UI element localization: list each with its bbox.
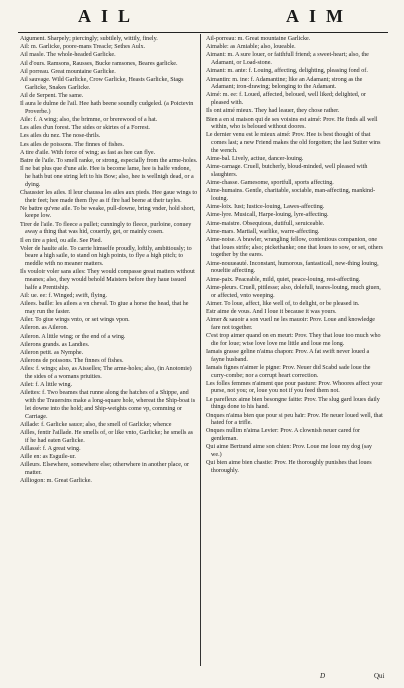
dictionary-entry: Il en tire a pied, ou aile. See Pied. xyxy=(20,237,103,244)
dictionary-entry: A tire d'aile. With force of wing; as fast as hee can flye. xyxy=(20,149,156,156)
dictionary-entry: Ailerons grands. as Landies. xyxy=(20,341,90,348)
dictionary-entry: Aillade: f. Garlicke sauce; also, the smell of Garlicke; whence xyxy=(20,421,172,428)
dictionary-entry: Ail: ue. ee: f. Winged; swift, flying. xyxy=(20,293,107,299)
dictionary-entry: Aime-carnage. Cruell, butcherly, bloud-minded, well pleased with slaughters. xyxy=(206,164,368,178)
dictionary-entry: Chaussier les ailes. Il leur chaussa les ailes aux pieds. Hee gaue wings to their feet; hee made them flye as if fire had beene at their tayles. xyxy=(20,189,198,204)
dictionary-entry: Aime-maistre. Obsequious, dutifull, seruiceable. xyxy=(206,220,325,227)
dictionary-entry: Aime-paix. Peaceable, mild, quiet, peace-louing, rest-affecting. xyxy=(206,276,361,283)
right-column xyxy=(206,36,384,476)
dictionary-entry: Ailliogon: m. Great Garlicke. xyxy=(20,478,92,485)
dictionary-entry: Ail porreau. Great mountaine Garlicke. xyxy=(20,68,116,75)
dictionary-entry: Ail d'ours. Ramsons, Rausses, Bucke ramsones, Beares garlicke. xyxy=(20,60,178,67)
dictionary-entry: Qui bien aime bien chastie: Prov. He thoroughly punishes that loues thoroughly. xyxy=(206,460,372,474)
dictionary-entry: Aile: f. A wing; also, the brimme, or brerewood of a hat. xyxy=(20,117,158,124)
dictionary-entry: Le parefleux aime bien besongne faitte: Prov. The slug gard loues daily things done to his hand. xyxy=(206,396,380,411)
dictionary-entry: Aime-nouueauté. Inconstant, humorous, fantasticall, new-thing louing, noueltie affecting. xyxy=(206,260,379,275)
dictionary-entry: Aimer. To loue, affect, like well of, to delight, or be pleased in. xyxy=(206,300,360,307)
dictionary-entry: Aime-chasse. Gamesome, sportfull, sports affecting. xyxy=(206,180,334,187)
dictionary-entry: Aimantin: m. ine: f. Adamantine; like an Adamant; strong as the Adamant; iron-drawing; belonging to the Adamant. xyxy=(206,76,363,91)
dictionary-entry: Aimer & sauoir a son vueil ne les mauoir: Prov. Loue and knowledge fare not together. xyxy=(206,317,376,331)
dictionary-entry: Le dernier venu est le mieux aimé: Prov. Hee is best thought of that comes last; a new Friend makes the old forgotten; the last Suiter wins the wench. xyxy=(206,132,381,154)
column-divider xyxy=(200,34,201,666)
dictionary-entry: Aille en: as Esguile-ur. xyxy=(20,454,76,461)
dictionary-entry: Il ne bat plus que d'une aile. Hee is become lame, hee is halfe vndone, he hath but one string left to his Bow; also, hee is wellnigh dead, or a dying. xyxy=(20,166,194,188)
dictionary-entry: Iamais fignes n'aimer le pigne: Prov. Neuer did Scabd sade loue the curry-combe; nor a corrupt heart correction. xyxy=(206,364,371,379)
dictionary-entry: Aileron petit. as Nymphe. xyxy=(20,349,84,356)
dictionary-entry: Aillassé: f. A great wing. xyxy=(20,445,81,452)
dictionary-entry: Aime-pleurs. Cruell, pitilesse; also, dolefull, teares-louing, much giuen, or affected, vnto weeping. xyxy=(206,284,381,299)
dictionary-entry: Les ailes du nez. The nose-thrils. xyxy=(20,133,101,140)
dictionary-entry: Ail-porreau: m. Great mountaine Garlicke. xyxy=(206,36,311,42)
dictionary-entry: Batre de l'aile. To smell ranke, or strong, especially from the arme-holes. xyxy=(20,158,198,165)
dictionary-entry: Ailet: f. A little wing. xyxy=(20,382,73,389)
dictionary-entry: Ail sauvage. Wild Garlicke, Crow Garlicke, Heasts Garlicke, Stags Garlicke, Snakes Garlicke. xyxy=(20,77,184,91)
dictionary-entry: Ailes: f. wings; also, as Aisselles; The arme-holes; also, (in Anotomie) the sides of a womans priuities. xyxy=(20,366,192,381)
dictionary-entry: Ail: m. Garlicke, poore-mans Treacle; Sethes Aulx. xyxy=(20,44,146,51)
dictionary-entry: Ailleurs. Elsewhere, somewhere else; otherwhere in another place, or matter. xyxy=(20,462,190,476)
dictionary-entry: Les ailes d'un forest. The sides or skirtes of a Forrest. xyxy=(20,125,150,132)
signature-mark: D xyxy=(320,672,326,680)
dictionary-entry: Aime-lyre. Musicall, Harpe-louing, lyre-affecting. xyxy=(206,212,329,219)
page-footer xyxy=(0,672,404,684)
header-rule xyxy=(18,32,388,33)
dictionary-entry: Aime-loix. Iust; Iustice-louing, Lawes-affecting. xyxy=(206,204,325,211)
dictionary-entry: Ils vouloir voler sans ailes: They would compasse great matters without meanes; also, they would behold Maisters before they haue issued halfe a Prentiship. xyxy=(20,269,195,291)
dictionary-entry: Les folles femmes n'aiment que pour pasture: Prov. Whoores affect your purse, not you; or, loue you not if you feed them not. xyxy=(206,380,383,395)
dictionary-entry: Aigument. Sharpely; piercingly; subtilely, wittily, finely. xyxy=(20,36,158,42)
dictionary-entry: Tirer de l'aile. To fleece a pullet; cunningly to fleece, purloine, conuey away a thing that was hid, couertly, get, or mainly cosen. xyxy=(20,221,192,236)
dictionary-entry: Ils ont aimé mieux. They had leauer, they chose rather. xyxy=(206,108,340,115)
left-column xyxy=(20,36,198,486)
dictionary-entry: Ailees. baille: les ailees a vn cheval. To giue a horse the head, that he may run the faster. xyxy=(20,301,189,315)
dictionary-entry: Aime-humains. Gentle, charitable, sociable, man-affecting, mankind-louing. xyxy=(206,188,376,203)
dictionary-entry: Ailles, fentir l'aillade. He smells of, or like vnto, Garlicke; he smells as if he had eaten Garlicke. xyxy=(20,429,194,444)
dictionary-entry: Aileron. as Aileron. xyxy=(20,325,69,332)
dictionary-entry: Onques n'aima bien que pour si peu haïr: Prov. He neuer loued well, that hated for a trifle. xyxy=(206,412,383,427)
dictionary-entry: Qui aime Bertrand aime son chien: Prov. Loue me loue my dog (say we.) xyxy=(206,444,372,459)
catchword: Qui xyxy=(374,672,385,680)
dictionary-entry: Aileron. A little wing; or the end of a wing. xyxy=(20,333,126,340)
dictionary-entry: Ail de Serpent. The same. xyxy=(20,92,84,99)
dictionary-entry: Ne battre qu'vne aile. To be weake, pull-downe, bring vnder, hold short, keepe low. xyxy=(20,205,195,220)
dictionary-entry: Ailettes: f. Two beames that runne along the hatches of a Shippe, and with the Trauersins make a long-square hole, whereat the Ship-boat is let downe into the hold; and Ship-weights come vp, comming or Carriage. xyxy=(20,390,196,420)
dictionary-entry: Estr aime de vous. And I loue it because it was yours. xyxy=(206,308,337,315)
header-right: AIM xyxy=(286,6,353,26)
dictionary-entry: Aimable: as Amiable; also, loueable. xyxy=(206,44,296,51)
dictionary-entry: Ailer. To giue wings vnto, or set wings vpon. xyxy=(20,317,130,324)
dictionary-entry: Ailerons de poissons. The finnes of fishes. xyxy=(20,358,124,365)
dictionary-entry: Voler de haulte aile. To carrie himselfe proudly, loftily, ambitiously; to beare a high saile, to stand on high points, to flye a high pitch; to meddle with no meaner matters. xyxy=(20,245,192,268)
header-left: AIL xyxy=(78,6,141,26)
dictionary-entry: C'est trop aimer quand on en meurt: Prov. They that loue too much who die for loue; wise love love me little and loue me long. xyxy=(206,333,381,347)
dictionary-entry: Aimé: m. ee: f. Loued, affected, beloued, well liked; delighted, or pleased with. xyxy=(206,92,366,107)
dictionary-entry: Aime-bal. Lively, actiue, dancer-louing. xyxy=(206,156,304,163)
dictionary-entry: Ail masle. The whole-headed Garlicke. xyxy=(20,52,116,59)
dictionary-entry: Aimant: m. ante: f. Louing, affecting, delighting, pleasing fond of. xyxy=(206,68,368,75)
dictionary-entry: Aime-noise. A brawler, wrangling fellow, contentious companion, one that loues strife; also; pickethanke; one that loues to sow, or set, others together by the eares. xyxy=(206,237,383,259)
dictionary-entry: Aime-mars. Martiall, warlike, warre-affecting. xyxy=(206,228,320,235)
running-header xyxy=(0,6,404,32)
dictionary-entry: Les ailes de poissons. The finnes of fishes. xyxy=(20,141,124,148)
dictionary-entry: Onques nullim n'aima Levier: Prov. A clownish neuer cared for gentleman. xyxy=(206,428,361,443)
dictionary-entry: Iamais grasse geline n'aima chapon: Prov. A fat swift never loued a fayne husband. xyxy=(206,348,370,363)
dictionary-entry: Bien a en si maison qui de ses voisins est aimé: Prov. He finds all well within, who is beloued without doores. xyxy=(206,116,378,131)
dictionary-entry: Il aura le dulme de l'ail. Hee hath beene soundly cudgeled. (a Poictevin Proverbe.) xyxy=(20,101,194,115)
dictionary-entry: Aimant: m. A sure louer, or faithfull friend; a sweet-heart; also, the Adamant, or Load-stone. xyxy=(206,52,369,67)
